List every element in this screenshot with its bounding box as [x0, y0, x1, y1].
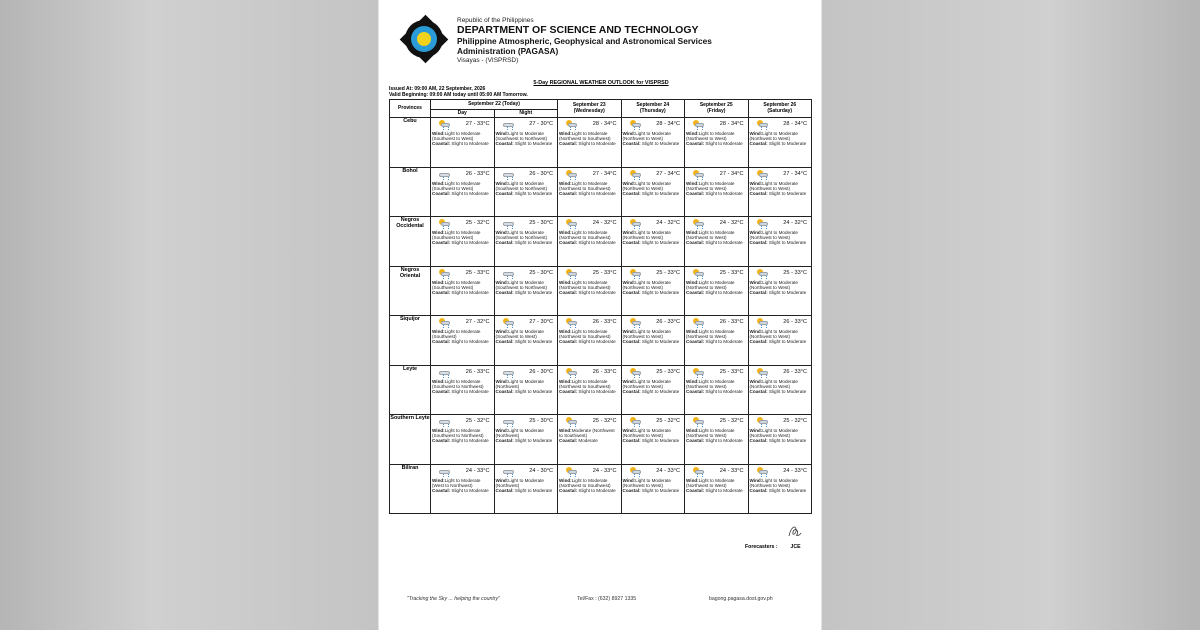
temperature-range: 25 - 30°C [529, 418, 553, 424]
table-row [390, 316, 812, 366]
coastal-info: Coastal: Slight to Moderate [749, 240, 807, 245]
temperature-range: 26 - 30°C [529, 170, 553, 177]
coastal-info: Coastal: Slight to Moderate [622, 240, 680, 245]
region-label: Visayas - (VISPRSD) [457, 57, 519, 64]
forecast-cell [431, 415, 495, 465]
wind-info: Wind:Light to Moderate (Northwest to West) [749, 230, 798, 240]
temperature-range: 25 - 32°C [656, 418, 680, 424]
coastal-info: Coastal: Slight to Moderate [749, 438, 807, 443]
forecast-cell [431, 118, 495, 168]
temperature-range: 26 - 33°C [783, 368, 807, 375]
wind-info: Wind:Light to Moderate (Northwest to West) [686, 180, 735, 191]
wind-info: Wind:Light to Moderate (Southwest to Northwest) [495, 180, 548, 191]
forecast-cell [494, 266, 558, 316]
partly-cloudy-rain-icon [692, 170, 705, 180]
wind-info: Wind:Light to Moderate (Southwest to West) [432, 180, 481, 191]
partly-cloudy-rain-icon [692, 417, 705, 427]
coastal-info: Coastal: Slight to Moderate [495, 240, 553, 245]
coastal-info: Coastal: Slight to Moderate [686, 388, 743, 394]
forecast-cell [558, 365, 622, 415]
pagasa-logo-icon [405, 20, 443, 58]
wind-info: Wind:Light to Moderate (Northwest to West) [749, 428, 798, 438]
partly-cloudy-rain-icon [629, 368, 642, 378]
province-name: Leyte [390, 365, 431, 415]
wind-info: Wind:Light to Moderate (Northwest to West) [622, 180, 671, 191]
coastal-info: Coastal: Slight to Moderate [749, 289, 807, 295]
coastal-info: Coastal: Slight to Moderate [559, 339, 616, 344]
partly-cloudy-rain-icon [565, 318, 578, 328]
wind-info: Wind:Light to Moderate (Northwest to West) [686, 477, 735, 488]
wind-info: Wind:Light to Moderate (Northwest to West) [686, 230, 735, 240]
forecast-cell [558, 415, 622, 465]
wind-info: Wind:Light to Moderate (Northwest to Southwest) [559, 329, 611, 339]
forecast-cell [431, 217, 495, 267]
temperature-range: 24 - 33°C [465, 467, 490, 474]
wind-info: Wind:Light to Moderate (Southwest to Northwest) [495, 279, 548, 290]
partly-cloudy-rain-icon [756, 417, 769, 427]
temperature-range: 26 - 33°C [465, 170, 490, 177]
temperature-range: 24 - 33°C [719, 467, 744, 474]
province-name: Negros Oriental [390, 266, 431, 316]
forecast-cell [748, 316, 812, 366]
temperature-range: 25 - 32°C [592, 418, 617, 424]
valid-period: Valid Beginning: 09:00 AM today until 05:00 AM Tomorrow. [389, 92, 528, 98]
temperature-range: 24 - 32°C [592, 220, 617, 226]
temperature-range: 25 - 33°C [592, 269, 617, 276]
coastal-info: Coastal: Slight to Moderate [686, 240, 743, 245]
coastal-info: Coastal: Slight to Moderate [622, 438, 680, 443]
forecast-cell [748, 167, 812, 217]
temperature-range: 28 - 34°C [783, 121, 807, 127]
wind-info: Wind:Light to Moderate (Northwest to West) [686, 329, 735, 339]
partly-cloudy-rain-icon [756, 318, 769, 328]
forecast-cell [685, 118, 749, 168]
partly-cloudy-rain-icon [629, 120, 642, 130]
temperature-range: 26 - 33°C [465, 368, 490, 375]
temperature-range: 27 - 34°C [719, 170, 744, 177]
forecast-cell [494, 118, 558, 168]
coastal-info: Coastal: Slight to Moderate [559, 240, 616, 245]
forecast-cell [558, 167, 622, 217]
forecast-cell [748, 415, 812, 465]
temperature-range: 25 - 33°C [783, 269, 807, 276]
partly-cloudy-rain-icon [692, 219, 705, 229]
document-title: 5-Day REGIONAL WEATHER OUTLOOK for VISPRSD [533, 80, 669, 86]
temperature-range: 28 - 34°C [719, 121, 744, 127]
background-right [822, 0, 1200, 630]
forecaster-name: JCE [790, 544, 801, 550]
province-name: Siquijor [390, 316, 431, 366]
coastal-info: Coastal: Slight to Moderate [559, 141, 616, 146]
forecasters-line [745, 544, 801, 550]
wind-info: Wind:Light to Moderate (Northwest to West) [622, 131, 671, 141]
partly-cloudy-rain-icon [438, 318, 451, 328]
coastal-info: Coastal: Slight to Moderate [622, 289, 680, 295]
temperature-range: 27 - 30°C [529, 121, 553, 127]
wind-info: Wind:Light to Moderate (Northwest to West) [686, 428, 735, 438]
coastal-info: Coastal: Slight to Moderate [432, 339, 489, 344]
day-header-2: September 24 (Thursday) [621, 100, 685, 118]
day-header-1: September 23 (Wednesday) [558, 100, 622, 118]
forecast-cell [748, 266, 812, 316]
partly-cloudy-rain-icon [629, 417, 642, 427]
forecast-cell [621, 464, 685, 514]
partly-cloudy-rain-icon [756, 467, 769, 477]
forecast-cell [431, 167, 495, 217]
temperature-range: 26 - 33°C [783, 319, 807, 325]
provinces-header: Provinces [390, 100, 431, 118]
document-header [405, 14, 805, 74]
wind-info: Wind:Light to Moderate (West to Northwest) [432, 477, 481, 488]
partly-cloudy-rain-icon [565, 170, 578, 180]
temperature-range: 25 - 33°C [656, 269, 680, 276]
coastal-info: Coastal: Slight to Moderate [686, 190, 743, 196]
temperature-range: 24 - 32°C [719, 220, 744, 226]
partly-cloudy-rain-icon [629, 170, 642, 180]
temperature-range: 25 - 32°C [719, 418, 744, 424]
temperature-range: 25 - 33°C [719, 269, 744, 276]
temperature-range: 27 - 34°C [592, 170, 617, 177]
temperature-range: 24 - 32°C [656, 220, 680, 226]
wind-info: Wind:Light to Moderate (Northwest to West) [622, 428, 671, 438]
forecasters-label: Forecasters : [745, 544, 778, 550]
coastal-info: Coastal: Slight to Moderate [749, 141, 807, 146]
temperature-range: 27 - 34°C [783, 170, 807, 177]
wind-info: Wind:Light to Moderate (Northwest to West) [749, 329, 798, 339]
partly-cloudy-rain-icon [692, 120, 705, 130]
wind-info: Wind:Light to Moderate (Southwest to West) [432, 230, 481, 240]
issued-at: Issued At: 09:00 AM, 22 September, 2026 [389, 86, 486, 92]
wind-info: Wind:Light to Moderate (Northwest to West) [749, 180, 798, 191]
wind-info: Wind:Light to Moderate (Southwest to West) [432, 279, 481, 290]
coastal-info: Coastal: Slight to Moderate [622, 487, 680, 493]
province-name: Biliran [390, 464, 431, 514]
partly-cloudy-rain-icon [692, 318, 705, 328]
cloudy-rain-icon [502, 467, 515, 477]
partly-cloudy-rain-icon [565, 368, 578, 378]
day-header-3: September 25 (Friday) [685, 100, 749, 118]
wind-info: Wind:Light to Moderate (Northwest to Southwest) [559, 230, 611, 240]
partly-cloudy-rain-icon [629, 467, 642, 477]
footer-telfax: Tel/Fax : (632) 8927 1335 [577, 596, 637, 602]
cloudy-rain-icon [438, 368, 451, 378]
temperature-range: 25 - 33°C [656, 368, 680, 375]
coastal-info: Coastal: Slight to Moderate [432, 487, 489, 493]
wind-info: Wind:Light to Moderate (Northwest to West) [749, 279, 798, 290]
cloudy-rain-icon [502, 368, 515, 378]
today-header: September 22 (Today) [431, 100, 558, 110]
temperature-range: 24 - 33°C [656, 467, 680, 474]
table-row [390, 415, 812, 465]
forecast-cell [431, 316, 495, 366]
coastal-info: Coastal: Slight to Moderate [432, 438, 489, 443]
cloudy-rain-icon [438, 417, 451, 427]
partly-cloudy-rain-icon [565, 269, 578, 279]
wind-info: Wind:Light to Moderate (Northwest to West) [622, 329, 671, 339]
partly-cloudy-rain-icon [565, 120, 578, 130]
forecast-cell [621, 415, 685, 465]
forecast-cell [558, 217, 622, 267]
wind-info: Wind:Light to Moderate (Northwest to Southwest) [559, 477, 611, 488]
province-name: Cebu [390, 118, 431, 168]
document-page [378, 0, 822, 630]
footer-website: bagong.pagasa.dost.gov.ph [709, 596, 773, 602]
coastal-info: Coastal: Slight to Moderate [495, 487, 553, 493]
coastal-info: Coastal: Slight to Moderate [749, 339, 807, 344]
province-name: Bohol [390, 167, 431, 217]
forecast-cell [494, 415, 558, 465]
today-day-header: Day [431, 110, 495, 118]
wind-info: Wind:Light to Moderate (Northwest to West) [749, 378, 798, 389]
partly-cloudy-rain-icon [756, 170, 769, 180]
wind-info: Wind:Light to Moderate (Northwest to West) [622, 230, 671, 240]
cloudy-rain-icon [438, 467, 451, 477]
forecast-cell [621, 316, 685, 366]
partly-cloudy-rain-icon [756, 368, 769, 378]
forecast-cell [685, 266, 749, 316]
signature-image [785, 523, 803, 541]
temperature-range: 25 - 30°C [529, 269, 553, 276]
wind-info: Wind:Light to Moderate (Northwest to West) [749, 131, 798, 141]
forecast-cell [558, 118, 622, 168]
forecast-cell [558, 266, 622, 316]
forecast-cell [748, 365, 812, 415]
partly-cloudy-rain-icon [756, 219, 769, 229]
coastal-info: Coastal: Slight to Moderate [495, 190, 553, 196]
table-row [390, 365, 812, 415]
partly-cloudy-rain-icon [438, 120, 451, 130]
coastal-info: Coastal: Slight to Moderate [622, 141, 680, 146]
today-night-header: Night [494, 110, 558, 118]
coastal-info: Coastal: Slight to Moderate [749, 190, 807, 196]
forecast-cell [685, 167, 749, 217]
temperature-range: 25 - 32°C [465, 418, 490, 424]
temperature-range: 26 - 33°C [592, 368, 617, 375]
forecast-cell [621, 365, 685, 415]
wind-info: Wind:Light to Moderate (Northwest to Southwest) [559, 279, 611, 290]
forecast-cell [685, 415, 749, 465]
partly-cloudy-rain-icon [502, 318, 515, 328]
wind-info: Wind:Light to Moderate (Northwest to Southwest) [559, 131, 611, 141]
partly-cloudy-rain-icon [692, 368, 705, 378]
coastal-info: Coastal: Slight to Moderate [686, 487, 743, 493]
temperature-range: 25 - 33°C [465, 269, 490, 276]
wind-info: Wind:Light to Moderate (Southwest) [432, 329, 481, 339]
forecast-cell [558, 316, 622, 366]
coastal-info: Coastal: Slight to Moderate [432, 388, 489, 394]
wind-info: Wind:Light to Moderate (Northwest to West) [622, 477, 671, 488]
coastal-info: Coastal: Slight to Moderate [686, 339, 743, 344]
temperature-range: 24 - 33°C [592, 467, 617, 474]
wind-info: Wind:Light to Moderate (Northwest) [495, 378, 544, 389]
partly-cloudy-rain-icon [756, 120, 769, 130]
forecast-cell [685, 365, 749, 415]
temperature-range: 27 - 32°C [465, 319, 490, 325]
coastal-info: Coastal: Slight to Moderate [559, 190, 616, 196]
partly-cloudy-rain-icon [692, 269, 705, 279]
forecast-cell [685, 316, 749, 366]
temperature-range: 25 - 33°C [719, 368, 744, 375]
coastal-info: Coastal: Slight to Moderate [622, 339, 680, 344]
coastal-info: Coastal: Slight to Moderate [495, 388, 553, 394]
issue-info [389, 86, 528, 98]
footer-tagline: "Tracking the Sky ... helping the country" [407, 596, 500, 602]
cloudy-rain-icon [502, 120, 515, 130]
coastal-info: Coastal: Slight to Moderate [559, 388, 616, 394]
forecast-cell [685, 464, 749, 514]
wind-info: Wind:Light to Moderate (Northwest to West) [622, 279, 671, 290]
wind-info: Wind:Light to Moderate (Northwest to West) [686, 378, 735, 389]
forecast-table [389, 99, 812, 514]
table-row [390, 464, 812, 514]
partly-cloudy-rain-icon [629, 318, 642, 328]
wind-info: Wind:Light to Moderate (Southwest to Northwest) [495, 131, 548, 141]
temperature-range: 25 - 30°C [529, 220, 553, 226]
partly-cloudy-rain-icon [438, 269, 451, 279]
coastal-info: Coastal: Slight to Moderate [686, 289, 743, 295]
wind-info: Wind:Light to Moderate (Southwest to Northwest) [495, 230, 548, 240]
coastal-info: Coastal: Slight to Moderate [686, 438, 743, 443]
temperature-range: 24 - 30°C [529, 467, 553, 474]
partly-cloudy-rain-icon [629, 269, 642, 279]
table-row [390, 118, 812, 168]
forecast-cell [621, 217, 685, 267]
coastal-info: Coastal: Slight to Moderate [495, 438, 553, 443]
temperature-range: 28 - 34°C [656, 121, 680, 127]
temperature-range: 28 - 34°C [592, 121, 617, 127]
temperature-range: 24 - 32°C [783, 220, 807, 226]
day-header-4: September 26 (Saturday) [748, 100, 812, 118]
temperature-range: 26 - 33°C [719, 319, 744, 325]
forecast-cell [748, 118, 812, 168]
coastal-info: Coastal: Slight to Moderate [749, 388, 807, 394]
cloudy-rain-icon [502, 219, 515, 229]
wind-info: Wind:Light to Moderate (Northwest to West) [622, 378, 671, 389]
coastal-info: Coastal: Slight to Moderate [432, 190, 489, 196]
wind-info: Wind:Light to Moderate (Southwest to West) [432, 131, 481, 141]
partly-cloudy-rain-icon [692, 467, 705, 477]
coastal-info: Coastal: Slight to Moderate [495, 339, 553, 344]
wind-info: Wind:Light to Moderate (Northwest to West) [686, 131, 735, 141]
temperature-range: 27 - 34°C [656, 170, 680, 177]
wind-info: Wind:Light to Moderate (Northwest) [495, 428, 544, 438]
forecast-cell [621, 118, 685, 168]
forecast-cell [621, 167, 685, 217]
forecast-cell [431, 365, 495, 415]
agency-name-line1: Philippine Atmospheric, Geophysical and Astronomical Services [457, 36, 712, 46]
coastal-info: Coastal: Slight to Moderate [495, 141, 553, 146]
temperature-range: 26 - 33°C [592, 319, 617, 325]
forecast-cell [431, 266, 495, 316]
forecast-cell [685, 217, 749, 267]
forecast-cell [431, 464, 495, 514]
forecast-cell [748, 464, 812, 514]
wind-info: Wind:Light to Moderate (Northwest to Southwest) [559, 180, 611, 191]
coastal-info: Coastal: Moderate [559, 438, 598, 443]
coastal-info: Coastal: Slight to Moderate [432, 240, 489, 245]
temperature-range: 25 - 32°C [783, 418, 807, 424]
coastal-info: Coastal: Slight to Moderate [559, 487, 616, 493]
temperature-range: 27 - 33°C [465, 121, 490, 127]
wind-info: Wind:Light to Moderate (Northwest to West) [686, 279, 735, 290]
wind-info: Wind:Light to Moderate (Southwest to Northwest) [432, 428, 484, 438]
coastal-info: Coastal: Slight to Moderate [622, 190, 680, 196]
coastal-info: Coastal: Slight to Moderate [622, 388, 680, 394]
table-row [390, 217, 812, 267]
republic-label: Republic of the Philippines [457, 17, 534, 24]
wind-info: Wind:Light to Moderate (Southwest to West) [495, 329, 544, 339]
wind-info: Wind:Light to Moderate (Southwest to Northwest) [432, 378, 484, 389]
forecast-cell [494, 316, 558, 366]
province-name: Negros Occidental [390, 217, 431, 267]
wind-info: Wind:Light to Moderate (Northwest) [495, 477, 544, 488]
table-row [390, 266, 812, 316]
coastal-info: Coastal: Slight to Moderate [749, 487, 807, 493]
coastal-info: Coastal: Slight to Moderate [686, 141, 743, 146]
coastal-info: Coastal: Slight to Moderate [432, 141, 489, 146]
partly-cloudy-rain-icon [438, 219, 451, 229]
background-left [0, 0, 378, 630]
coastal-info: Coastal: Slight to Moderate [432, 289, 489, 295]
coastal-info: Coastal: Slight to Moderate [559, 289, 616, 295]
partly-cloudy-rain-icon [756, 269, 769, 279]
temperature-range: 25 - 32°C [465, 220, 490, 226]
temperature-range: 26 - 30°C [529, 368, 553, 375]
cloudy-rain-icon [438, 170, 451, 180]
partly-cloudy-rain-icon [629, 219, 642, 229]
forecast-cell [494, 167, 558, 217]
forecast-cell [494, 464, 558, 514]
forecast-cell [494, 217, 558, 267]
wind-info: Wind:Light to Moderate (Northwest to West) [749, 477, 798, 488]
partly-cloudy-rain-icon [565, 219, 578, 229]
forecast-cell [494, 365, 558, 415]
partly-cloudy-rain-icon [565, 467, 578, 477]
temperature-range: 26 - 33°C [656, 319, 680, 325]
cloudy-rain-icon [502, 269, 515, 279]
temperature-range: 24 - 33°C [783, 467, 807, 474]
cloudy-rain-icon [502, 417, 515, 427]
agency-name-line2: Administration (PAGASA) [457, 46, 559, 56]
province-name: Southern Leyte [390, 415, 431, 465]
forecast-cell [558, 464, 622, 514]
forecast-cell [748, 217, 812, 267]
forecast-cell [621, 266, 685, 316]
temperature-range: 27 - 30°C [529, 319, 553, 325]
table-row [390, 167, 812, 217]
wind-info: Wind:Light to Moderate (Northwest to Southwest) [559, 378, 611, 389]
partly-cloudy-rain-icon [565, 417, 578, 427]
coastal-info: Coastal: Slight to Moderate [495, 289, 553, 295]
cloudy-rain-icon [502, 170, 515, 180]
wind-info: Wind:Moderate (Northwest to Southwest) [559, 428, 615, 438]
department-name: DEPARTMENT OF SCIENCE AND TECHNOLOGY [457, 24, 699, 36]
